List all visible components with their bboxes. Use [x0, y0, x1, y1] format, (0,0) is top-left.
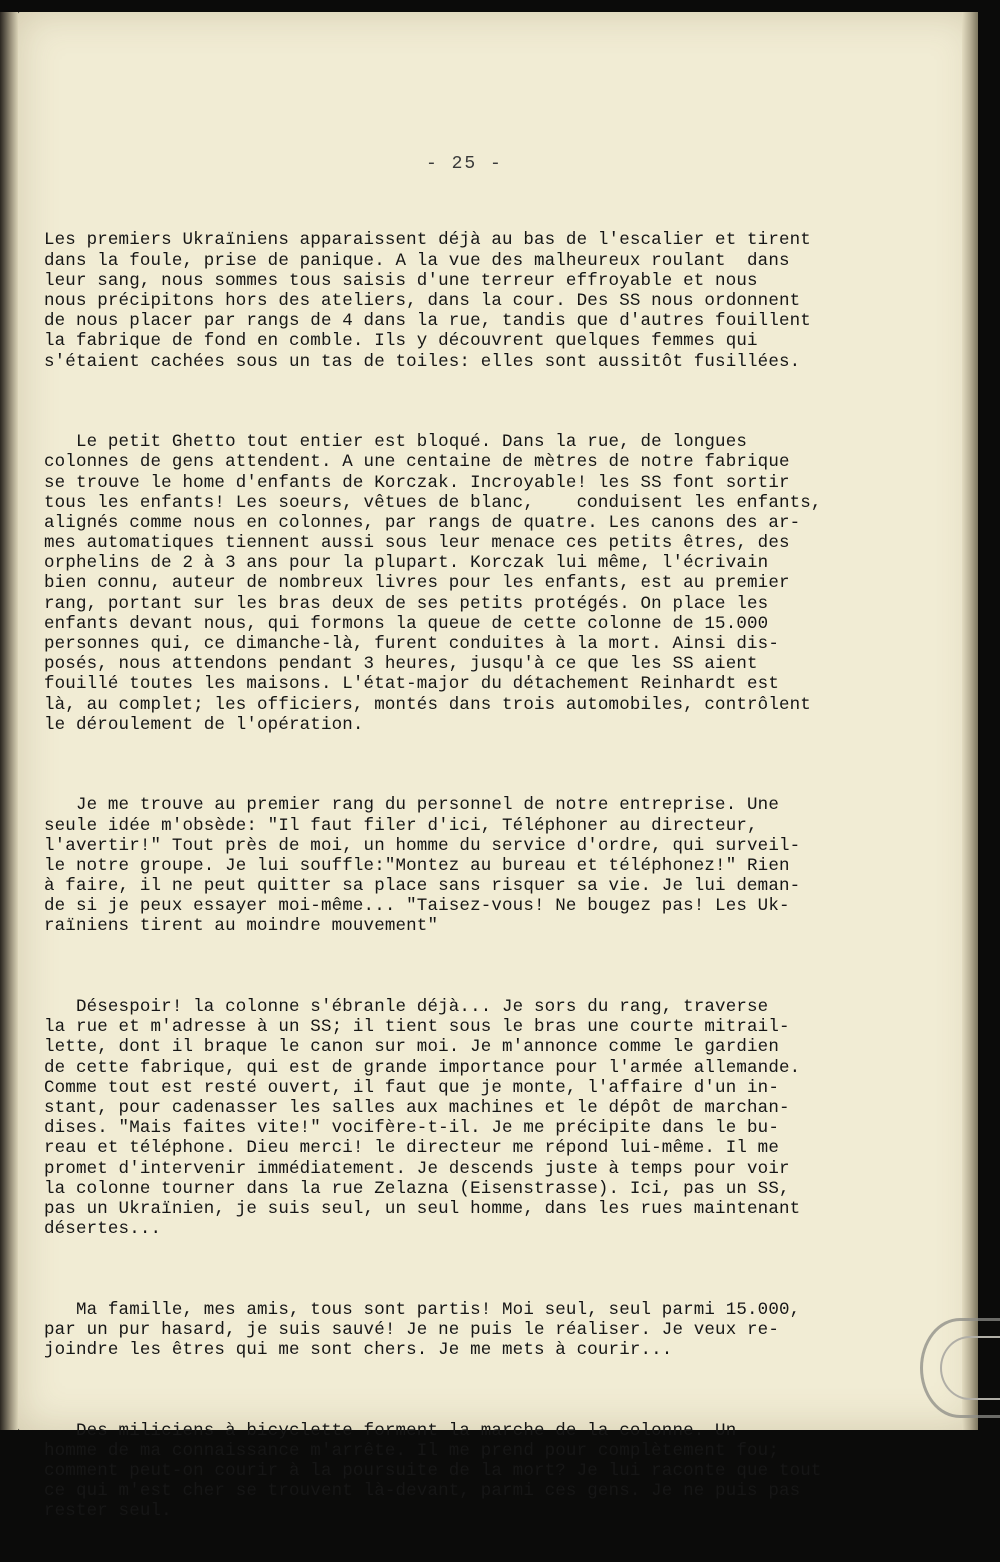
text-line: dans la foule, prise de panique. A la vue des malheureux roulant dans: [44, 250, 790, 271]
text-line: Je me trouve au premier rang du personnel de notre entreprise. Une: [44, 795, 779, 816]
text-line: Des miliciens à bicyclette forment la marche de la colonne. Un: [44, 1420, 737, 1441]
text-line: le déroulement de l'opération.: [44, 714, 364, 735]
text-line: désertes...: [44, 1219, 162, 1240]
page-number: - 25 -: [426, 154, 503, 174]
text-line: la fabrique de fond en comble. Ils y découvrent quelques femmes qui: [44, 331, 758, 352]
text-line: l'avertir!" Tout près de moi, un homme du service d'ordre, qui surveil-: [44, 835, 801, 856]
text-line: de si je peux essayer moi-même... "Taisez-vous! Ne bougez pas! Les Uk-: [44, 896, 790, 917]
text-line: lette, dont il braque le canon sur moi. Je m'annonce comme le gardien: [44, 1037, 779, 1058]
text-line: ce qui m'est cher se trouvent là-devant, parmi ces gens. Je ne puis pas: [44, 1481, 801, 1502]
text-line: comment peut-on courir à la poursuite de la mort? Je lui raconte que tout: [44, 1461, 822, 1482]
text-line: par un pur hasard, je suis sauvé! Je ne puis le réaliser. Je veux re-: [44, 1319, 779, 1340]
text-line: promet d'intervenir immédiatement. Je descends juste à temps pour voir: [44, 1158, 790, 1179]
text-line: le notre groupe. Je lui souffle:"Montez au bureau et téléphonez!" Rien: [44, 855, 790, 876]
text-line: enfants devant nous, qui formons la queue de cette colonne de 15.000: [44, 613, 769, 634]
text-line: là, au complet; les officiers, montés dans trois automobiles, contrôlent: [44, 694, 811, 715]
paragraph: [44, 230, 944, 371]
text-line: rester seul.: [44, 1501, 172, 1522]
binding-gutter: [0, 12, 18, 1430]
text-line: à faire, il ne peut quitter sa place sans risquer sa vie. Je lui deman-: [44, 876, 801, 897]
text-line: bien connu, auteur de nombreux livres pour les enfants, est au premier: [44, 573, 790, 594]
text-line: Comme tout est resté ouvert, il faut que je monte, l'affaire d'un in-: [44, 1077, 779, 1098]
text-line: Désespoir! la colonne s'ébranle déjà... Je sors du rang, traverse: [44, 997, 769, 1018]
text-line: Les premiers Ukraïniens apparaissent déjà au bas de l'escalier et tirent: [44, 230, 811, 251]
text-line: personnes qui, ce dimanche-là, furent conduites à la mort. Ainsi dis-: [44, 634, 779, 654]
text-line: colonnes de gens attendent. A une centaine de mètres de notre fabrique: [44, 452, 790, 473]
text-line: de cette fabrique, qui est de grande importance pour l'armée allemande.: [44, 1057, 801, 1078]
text-line: la rue et m'adresse à un SS; il tient sous le bras une courte mitrail-: [44, 1017, 790, 1038]
text-line: de nous placer par rangs de 4 dans la rue, tandis que d'autres fouillent: [44, 311, 811, 332]
text-line: homme de ma connaissance m'arrête. Il me prend pour complètement fou;: [44, 1440, 779, 1461]
text-line: dises. "Mais faites vite!" vocifère-t-il. Je me précipite dans le bu-: [44, 1118, 779, 1139]
text-line: fouillé toutes les maisons. L'état-major du détachement Reinhardt est: [44, 674, 779, 695]
text-line: la colonne tourner dans la rue Zelazna (Eisenstrasse). Ici, pas un SS,: [44, 1178, 790, 1199]
text-line: raïniens tirent au moindre mouvement": [44, 916, 439, 937]
paperclip-inner-icon: [940, 1336, 1000, 1400]
paragraph: [44, 1421, 944, 1522]
text-line: rang, portant sur les bras deux de ses petits protégés. On place les: [44, 593, 769, 614]
paragraph: [44, 997, 944, 1239]
text-line: tous les enfants! Les soeurs, vêtues de blanc, conduisent les enfants,: [44, 492, 822, 513]
text-line: posés, nous attendons pendant 3 heures, jusqu'à ce que les SS aient: [44, 654, 758, 675]
text-line: se trouve le home d'enfants de Korczak. Incroyable! les SS font sortir: [44, 472, 790, 493]
paragraph: [44, 795, 944, 936]
text-line: seule idée m'obsède: "Il faut filer d'ici, Téléphoner au directeur,: [44, 815, 758, 836]
text-line: nous précipitons hors des ateliers, dans la cour. Des SS nous ordonnent: [44, 290, 801, 311]
text-line: Ma famille, mes amis, tous sont partis! Moi seul, seul parmi 15.000,: [44, 1299, 801, 1320]
text-line: leur sang, nous sommes tous saisis d'une terreur effroyable et nous: [44, 270, 758, 291]
text-line: alignés comme nous en colonnes, par rangs de quatre. Les canons des ar-: [44, 512, 801, 533]
document-body: [44, 190, 944, 1562]
text-line: stant, pour cadenasser les salles aux machines et le dépôt de marchan-: [44, 1098, 790, 1118]
text-line: orphelins de 2 à 3 ans pour la plupart. Korczak lui même, l'écrivain: [44, 553, 769, 574]
text-line: Le petit Ghetto tout entier est bloqué. Dans la rue, de longues: [44, 432, 748, 453]
text-line: joindre les êtres qui me sont chers. Je me mets à courir...: [44, 1340, 673, 1361]
text-line: pas un Ukraïnien, je suis seul, un seul homme, dans les rues maintenant: [44, 1198, 801, 1219]
page-edge: [962, 12, 978, 1430]
paragraph: [44, 1300, 944, 1361]
text-line: mes automatiques tiennent aussi sous leur menace ces petits êtres, des: [44, 533, 790, 554]
text-line: reau et téléphone. Dieu merci! le directeur me répond lui-même. Il me: [44, 1138, 779, 1159]
text-line: s'étaient cachées sous un tas de toiles: elles sont aussitôt fusillées.: [44, 351, 801, 372]
paragraph: [44, 432, 944, 735]
